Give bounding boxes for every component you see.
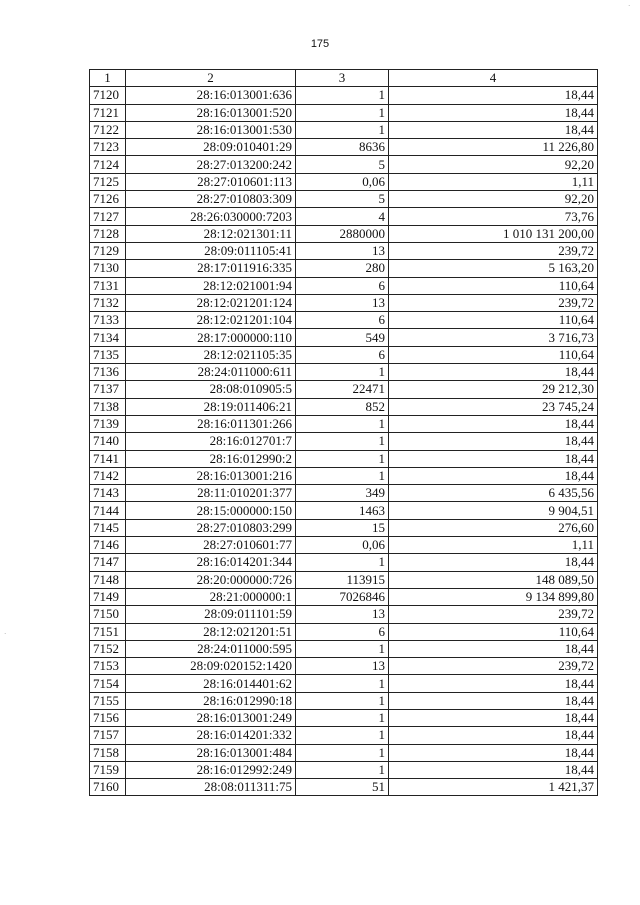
row-number-cell: 7154 (90, 675, 126, 692)
table-row (90, 761, 598, 778)
area-cell: 1 (296, 709, 389, 726)
cadastral-number-cell: 28:12:021301:11 (126, 225, 296, 242)
cadastral-number-cell: 28:27:010803:299 (126, 519, 296, 536)
row-number-cell: 7138 (90, 398, 126, 415)
amount-cell: 9 134 899,80 (389, 588, 598, 605)
row-number-cell: 7122 (90, 121, 126, 138)
cadastral-number-cell: 28:09:011105:41 (126, 242, 296, 259)
cadastral-number-cell: 28:16:012701:7 (126, 433, 296, 450)
table-row (90, 779, 598, 796)
table-row (90, 588, 598, 605)
row-number-cell: 7148 (90, 571, 126, 588)
table-row (90, 519, 598, 536)
cadastral-number-cell: 28:09:010401:29 (126, 139, 296, 156)
amount-cell: 110,64 (389, 623, 598, 640)
area-cell: 7026846 (296, 588, 389, 605)
row-number-cell: 7135 (90, 346, 126, 363)
area-cell: 13 (296, 606, 389, 623)
area-cell: 1 (296, 727, 389, 744)
row-number-cell: 7130 (90, 260, 126, 277)
page-number: 175 (310, 38, 330, 50)
area-cell: 13 (296, 242, 389, 259)
cadastral-number-cell: 28:08:011311:75 (126, 779, 296, 796)
area-cell: 4 (296, 208, 389, 225)
table-row (90, 415, 598, 432)
table-row (90, 346, 598, 363)
row-number-cell: 7149 (90, 588, 126, 605)
area-cell: 1463 (296, 502, 389, 519)
area-cell: 2880000 (296, 225, 389, 242)
table-row (90, 277, 598, 294)
area-cell: 6 (296, 346, 389, 363)
table-row (90, 312, 598, 329)
cadastral-number-cell: 28:16:013001:520 (126, 104, 296, 121)
cadastral-number-cell: 28:08:010905:5 (126, 381, 296, 398)
area-cell: 1 (296, 692, 389, 709)
scan-artifact: · (4, 630, 7, 638)
amount-cell: 92,20 (389, 156, 598, 173)
cadastral-number-cell: 28:12:021201:124 (126, 294, 296, 311)
table-row (90, 87, 598, 104)
cadastral-number-cell: 28:24:011000:595 (126, 640, 296, 657)
area-cell: 1 (296, 467, 389, 484)
table-row (90, 692, 598, 709)
row-number-cell: 7141 (90, 450, 126, 467)
area-cell: 15 (296, 519, 389, 536)
table-row (90, 139, 598, 156)
row-number-cell: 7144 (90, 502, 126, 519)
amount-cell: 239,72 (389, 294, 598, 311)
row-number-cell: 7128 (90, 225, 126, 242)
cadastral-number-cell: 28:27:013200:242 (126, 156, 296, 173)
row-number-cell: 7153 (90, 658, 126, 675)
cadastral-number-cell: 28:16:013001:216 (126, 467, 296, 484)
table-row (90, 191, 598, 208)
cadastral-number-cell: 28:16:012992:249 (126, 761, 296, 778)
table-row (90, 640, 598, 657)
cadastral-number-cell: 28:16:013001:484 (126, 744, 296, 761)
cadastral-number-cell: 28:16:011301:266 (126, 415, 296, 432)
amount-cell: 5 163,20 (389, 260, 598, 277)
amount-cell: 3 716,73 (389, 329, 598, 346)
amount-cell: 18,44 (389, 761, 598, 778)
amount-cell: 18,44 (389, 87, 598, 104)
cadastral-number-cell: 28:24:011000:611 (126, 364, 296, 381)
row-number-cell: 7129 (90, 242, 126, 259)
table-row (90, 485, 598, 502)
row-number-cell: 7147 (90, 554, 126, 571)
area-cell: 1 (296, 364, 389, 381)
row-number-cell: 7158 (90, 744, 126, 761)
column-header-3: 3 (296, 70, 389, 87)
table-row (90, 294, 598, 311)
table-row (90, 744, 598, 761)
cadastral-number-cell: 28:16:014201:332 (126, 727, 296, 744)
row-number-cell: 7134 (90, 329, 126, 346)
cadastral-number-cell: 28:16:013001:530 (126, 121, 296, 138)
area-cell: 1 (296, 744, 389, 761)
area-cell: 8636 (296, 139, 389, 156)
row-number-cell: 7160 (90, 779, 126, 796)
amount-cell: 1,11 (389, 173, 598, 190)
cadastral-number-cell: 28:27:010601:77 (126, 537, 296, 554)
area-cell: 113915 (296, 571, 389, 588)
row-number-cell: 7157 (90, 727, 126, 744)
table-row (90, 208, 598, 225)
cadastral-number-cell: 28:16:012990:18 (126, 692, 296, 709)
amount-cell: 18,44 (389, 433, 598, 450)
scan-artifact: · (628, 2, 631, 10)
table-row (90, 173, 598, 190)
area-cell: 13 (296, 658, 389, 675)
table-row (90, 398, 598, 415)
row-number-cell: 7156 (90, 709, 126, 726)
amount-cell: 6 435,56 (389, 485, 598, 502)
amount-cell: 18,44 (389, 727, 598, 744)
table-row (90, 502, 598, 519)
cadastral-number-cell: 28:12:021201:104 (126, 312, 296, 329)
area-cell: 22471 (296, 381, 389, 398)
amount-cell: 239,72 (389, 242, 598, 259)
area-cell: 51 (296, 779, 389, 796)
amount-cell: 23 745,24 (389, 398, 598, 415)
data-table (89, 69, 598, 796)
table-row (90, 537, 598, 554)
cadastral-number-cell: 28:21:000000:1 (126, 588, 296, 605)
table-header-row (90, 70, 598, 87)
area-cell: 549 (296, 329, 389, 346)
row-number-cell: 7133 (90, 312, 126, 329)
row-number-cell: 7137 (90, 381, 126, 398)
area-cell: 1 (296, 104, 389, 121)
amount-cell: 239,72 (389, 606, 598, 623)
amount-cell: 1 421,37 (389, 779, 598, 796)
table-row (90, 225, 598, 242)
cadastral-number-cell: 28:19:011406:21 (126, 398, 296, 415)
area-cell: 280 (296, 260, 389, 277)
cadastral-number-cell: 28:09:011101:59 (126, 606, 296, 623)
table-row (90, 571, 598, 588)
table-row (90, 381, 598, 398)
amount-cell: 18,44 (389, 640, 598, 657)
area-cell: 1 (296, 761, 389, 778)
row-number-cell: 7131 (90, 277, 126, 294)
table-row (90, 433, 598, 450)
cadastral-number-cell: 28:16:012990:2 (126, 450, 296, 467)
amount-cell: 18,44 (389, 467, 598, 484)
column-header-4: 4 (389, 70, 598, 87)
cadastral-number-cell: 28:16:014201:344 (126, 554, 296, 571)
column-header-2: 2 (126, 70, 296, 87)
table-row (90, 260, 598, 277)
area-cell: 5 (296, 191, 389, 208)
cadastral-number-cell: 28:12:021105:35 (126, 346, 296, 363)
area-cell: 1 (296, 640, 389, 657)
table-row (90, 658, 598, 675)
table-row (90, 554, 598, 571)
row-number-cell: 7139 (90, 415, 126, 432)
row-number-cell: 7127 (90, 208, 126, 225)
amount-cell: 110,64 (389, 277, 598, 294)
table-row (90, 121, 598, 138)
cadastral-number-cell: 28:17:011916:335 (126, 260, 296, 277)
row-number-cell: 7145 (90, 519, 126, 536)
row-number-cell: 7152 (90, 640, 126, 657)
row-number-cell: 7146 (90, 537, 126, 554)
area-cell: 6 (296, 312, 389, 329)
column-header-1: 1 (90, 70, 126, 87)
cadastral-number-cell: 28:27:010601:113 (126, 173, 296, 190)
area-cell: 852 (296, 398, 389, 415)
area-cell: 1 (296, 87, 389, 104)
amount-cell: 110,64 (389, 346, 598, 363)
amount-cell: 18,44 (389, 675, 598, 692)
cadastral-number-cell: 28:26:030000:7203 (126, 208, 296, 225)
amount-cell: 18,44 (389, 692, 598, 709)
row-number-cell: 7159 (90, 761, 126, 778)
cadastral-number-cell: 28:16:014401:62 (126, 675, 296, 692)
row-number-cell: 7132 (90, 294, 126, 311)
table-row (90, 329, 598, 346)
table-body (90, 87, 598, 796)
amount-cell: 148 089,50 (389, 571, 598, 588)
area-cell: 5 (296, 156, 389, 173)
area-cell: 1 (296, 450, 389, 467)
table-row (90, 675, 598, 692)
amount-cell: 29 212,30 (389, 381, 598, 398)
table-row (90, 104, 598, 121)
cadastral-number-cell: 28:09:020152:1420 (126, 658, 296, 675)
row-number-cell: 7142 (90, 467, 126, 484)
area-cell: 13 (296, 294, 389, 311)
table-row (90, 156, 598, 173)
area-cell: 1 (296, 433, 389, 450)
amount-cell: 1,11 (389, 537, 598, 554)
area-cell: 1 (296, 415, 389, 432)
area-cell: 349 (296, 485, 389, 502)
row-number-cell: 7151 (90, 623, 126, 640)
row-number-cell: 7124 (90, 156, 126, 173)
row-number-cell: 7126 (90, 191, 126, 208)
row-number-cell: 7143 (90, 485, 126, 502)
amount-cell: 9 904,51 (389, 502, 598, 519)
table-row (90, 727, 598, 744)
amount-cell: 73,76 (389, 208, 598, 225)
amount-cell: 110,64 (389, 312, 598, 329)
amount-cell: 18,44 (389, 709, 598, 726)
amount-cell: 18,44 (389, 554, 598, 571)
area-cell: 0,06 (296, 173, 389, 190)
row-number-cell: 7140 (90, 433, 126, 450)
amount-cell: 18,44 (389, 450, 598, 467)
table-row (90, 364, 598, 381)
area-cell: 6 (296, 277, 389, 294)
cadastral-number-cell: 28:17:000000:110 (126, 329, 296, 346)
cadastral-number-cell: 28:11:010201:377 (126, 485, 296, 502)
amount-cell: 18,44 (389, 364, 598, 381)
amount-cell: 276,60 (389, 519, 598, 536)
row-number-cell: 7121 (90, 104, 126, 121)
row-number-cell: 7155 (90, 692, 126, 709)
amount-cell: 92,20 (389, 191, 598, 208)
table-row (90, 606, 598, 623)
area-cell: 1 (296, 554, 389, 571)
amount-cell: 18,44 (389, 121, 598, 138)
cadastral-number-cell: 28:16:013001:249 (126, 709, 296, 726)
amount-cell: 239,72 (389, 658, 598, 675)
amount-cell: 18,44 (389, 415, 598, 432)
row-number-cell: 7136 (90, 364, 126, 381)
amount-cell: 1 010 131 200,00 (389, 225, 598, 242)
amount-cell: 18,44 (389, 104, 598, 121)
cadastral-number-cell: 28:12:021001:94 (126, 277, 296, 294)
table-row (90, 709, 598, 726)
table-row (90, 623, 598, 640)
row-number-cell: 7120 (90, 87, 126, 104)
cadastral-number-cell: 28:12:021201:51 (126, 623, 296, 640)
area-cell: 6 (296, 623, 389, 640)
row-number-cell: 7123 (90, 139, 126, 156)
table-row (90, 450, 598, 467)
amount-cell: 18,44 (389, 744, 598, 761)
table-row (90, 467, 598, 484)
cadastral-number-cell: 28:27:010803:309 (126, 191, 296, 208)
row-number-cell: 7125 (90, 173, 126, 190)
row-number-cell: 7150 (90, 606, 126, 623)
area-cell: 0,06 (296, 537, 389, 554)
cadastral-number-cell: 28:20:000000:726 (126, 571, 296, 588)
area-cell: 1 (296, 675, 389, 692)
amount-cell: 11 226,80 (389, 139, 598, 156)
cadastral-number-cell: 28:15:000000:150 (126, 502, 296, 519)
cadastral-number-cell: 28:16:013001:636 (126, 87, 296, 104)
table-row (90, 242, 598, 259)
area-cell: 1 (296, 121, 389, 138)
